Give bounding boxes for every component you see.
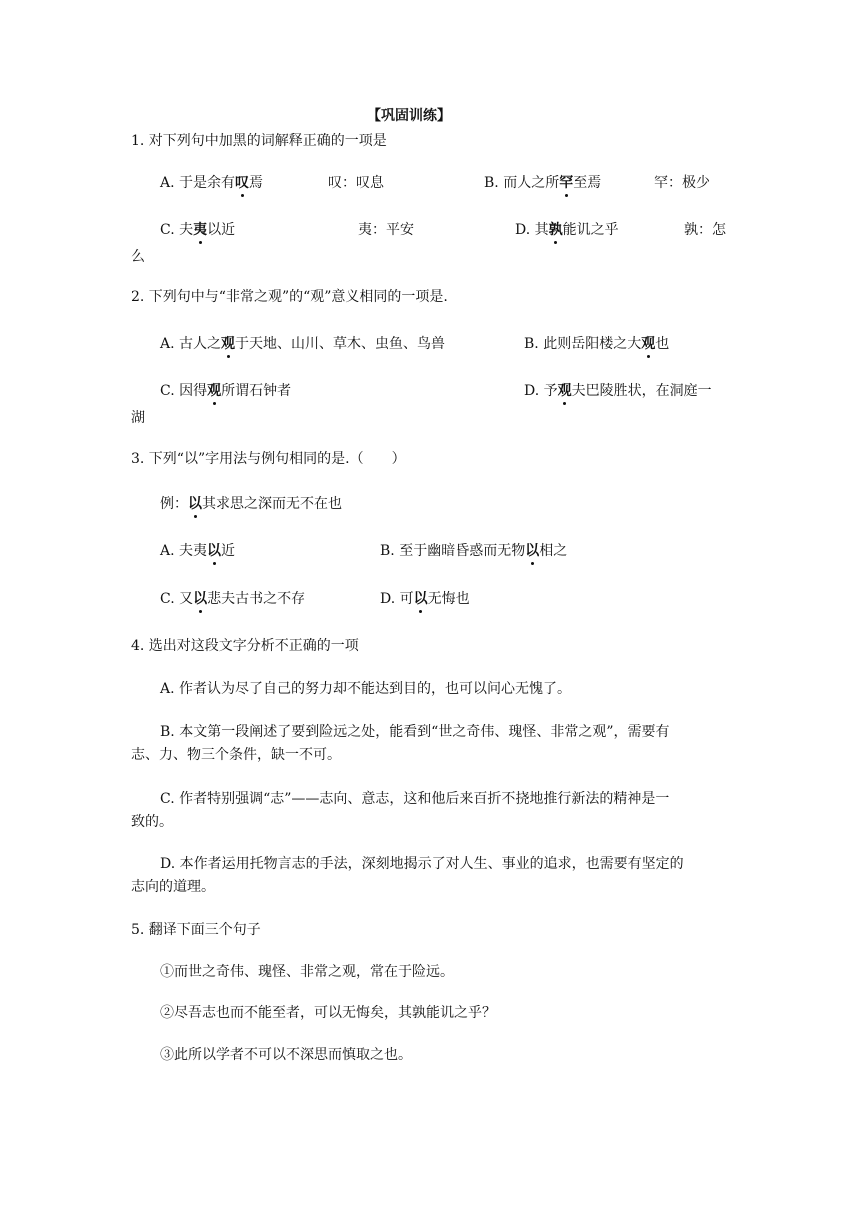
- q3-b-post: 相之: [539, 543, 568, 559]
- q3-example-pre: 例：: [160, 496, 188, 512]
- q5-sentence-3: ③此所以学者不可以不深思而慎取之也。: [160, 1047, 412, 1063]
- q3-c-post: 悲夫古书之不存: [207, 591, 306, 607]
- q3-option-b: [380, 541, 567, 561]
- q3-a-post: 近: [221, 543, 236, 559]
- q1-b-pre: B. 而人之所: [484, 175, 560, 191]
- q1-stem: 1. 对下列句中加黑的词解释正确的一项是: [131, 133, 387, 149]
- q2-option-c: [160, 381, 291, 401]
- q2-stem: 2. 下列句中与“非常之观”的“观”意义相同的一项是.: [131, 289, 448, 305]
- q1-a-post: 焉: [249, 175, 264, 191]
- q1-option-b: [484, 173, 601, 193]
- q1-option-d: [515, 220, 619, 240]
- q4-stem: 4. 选出对这段文字分析不正确的一项: [131, 638, 359, 654]
- q1-c-post: 以近: [207, 222, 236, 238]
- q2-d-post: 夫巴陵胜状，在洞庭一: [571, 383, 712, 399]
- q1-c-pre: C. 夫: [160, 222, 194, 238]
- q1-b-post: 至焉: [573, 175, 602, 191]
- q3-option-d: [380, 589, 470, 609]
- q2-a-post: 于天地、山川、草木、虫鱼、鸟兽: [235, 336, 446, 352]
- q3-example: [160, 494, 342, 514]
- q1-c-gloss: 夷：平安: [358, 222, 414, 238]
- q3-example-emphasized-word: 以: [188, 496, 202, 512]
- q4-option-c-line1: C. 作者特别强调“志”——志向、意志，这和他后来百折不挠地推行新法的精神是一: [160, 791, 670, 807]
- q3-stem: 3. 下列“以”字用法与例句相同的是.（ ）: [131, 451, 406, 467]
- q2-a-pre: A. 古人之: [160, 336, 222, 352]
- q4-option-d-line2: 志向的道理。: [131, 879, 215, 895]
- q3-a-pre: A. 夫夷: [160, 543, 208, 559]
- q2-option-d: [524, 381, 712, 401]
- q2-a-emphasized-word: 观: [221, 336, 236, 352]
- q5-sentence-1: ①而世之奇伟、瑰怪、非常之观，常在于险远。: [160, 964, 454, 980]
- q3-b-emphasized-word: 以: [525, 543, 540, 559]
- q1-b-gloss: 罕：极少: [654, 175, 710, 191]
- q3-d-emphasized-word: 以: [413, 591, 428, 607]
- q2-c-post: 所谓石钟者: [221, 383, 292, 399]
- q4-option-c-line2: 致的。: [131, 814, 173, 830]
- q2-b-emphasized-word: 观: [641, 336, 656, 352]
- q3-b-pre: B. 至于幽暗昏惑而无物: [380, 543, 526, 559]
- q1-d-gloss: 孰：怎: [684, 222, 726, 238]
- q3-example-post: 其求思之深而无不在也: [202, 496, 342, 512]
- q4-option-a: A. 作者认为尽了自己的努力却不能达到目的，也可以问心无愧了。: [160, 681, 572, 697]
- q3-d-pre: D. 可: [380, 591, 414, 607]
- q2-d-pre: D. 予: [524, 383, 558, 399]
- q1-d-gloss-wrap: 么: [131, 249, 145, 265]
- q1-option-a: [160, 173, 263, 193]
- q1-d-post: 能讥之乎: [562, 222, 619, 238]
- section-title: 【巩固训练】: [367, 108, 451, 124]
- q3-c-emphasized-word: 以: [193, 591, 208, 607]
- q2-option-a: [160, 334, 445, 354]
- q1-option-c: [160, 220, 235, 240]
- q2-b-pre: B. 此则岳阳楼之大: [524, 336, 642, 352]
- q1-a-gloss: 叹：叹息: [328, 175, 384, 191]
- q1-c-emphasized-word: 夷: [193, 222, 208, 238]
- q2-d-emphasized-word: 观: [557, 383, 572, 399]
- q4-option-b-line1: B. 本文第一段阐述了要到险远之处，能看到“世之奇伟、瑰怪、非常之观”，需要有: [160, 724, 670, 740]
- q2-d-wrap: 湖: [131, 410, 145, 426]
- q2-c-emphasized-word: 观: [207, 383, 222, 399]
- q4-option-d-line1: D. 本作者运用托物言志的手法，深刻地揭示了对人生、事业的追求，也需要有坚定的: [160, 856, 684, 872]
- q1-a-emphasized-word: 叹: [235, 175, 250, 191]
- q2-option-b: [524, 334, 669, 354]
- q3-option-c: [160, 589, 305, 609]
- q3-a-emphasized-word: 以: [207, 543, 222, 559]
- q1-b-emphasized-word: 罕: [559, 175, 574, 191]
- q1-d-emphasized-word: 孰: [548, 222, 563, 238]
- q5-stem: 5. 翻译下面三个句子: [131, 922, 261, 938]
- q3-c-pre: C. 又: [160, 591, 194, 607]
- q5-sentence-2: ②尽吾志也而不能至者，可以无悔矣，其孰能讥之乎？: [160, 1005, 496, 1021]
- q1-d-pre: D. 其: [515, 222, 549, 238]
- q1-a-pre: A. 于是余有: [160, 175, 236, 191]
- q2-c-pre: C. 因得: [160, 383, 208, 399]
- q3-option-a: [160, 541, 235, 561]
- q3-d-post: 无悔也: [427, 591, 470, 607]
- q4-option-b-line2: 志、力、物三个条件，缺一不可。: [131, 747, 341, 763]
- q2-b-post: 也: [655, 336, 670, 352]
